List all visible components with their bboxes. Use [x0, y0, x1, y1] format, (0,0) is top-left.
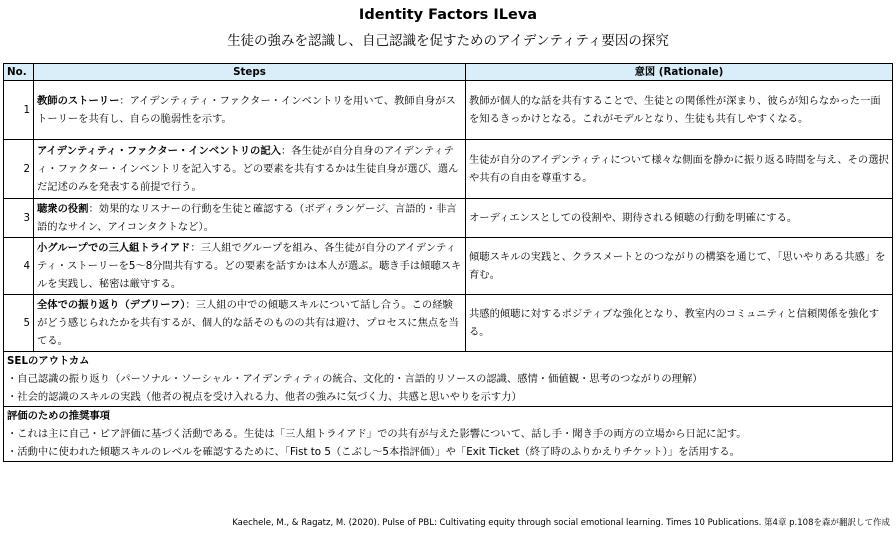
evaluation-cell [4, 407, 893, 462]
header-rationale: 意図 (Rationale) [466, 64, 893, 81]
table-row [4, 81, 893, 140]
evaluation-row [4, 407, 893, 462]
row-number: 4 [4, 238, 34, 295]
sel-outcomes-title: SELのアウトカム [7, 355, 90, 367]
sel-outcome-item: ・自己認識の振り返り（パーソナル・ソーシャル・アイデンティティの統合、文化的・言語的リソースの認識、感情・価値観・思考のつながりの理解） [7, 373, 703, 385]
page-title: Identity Factors ILeva [358, 7, 538, 23]
evaluation-title: 評価のための推奨事項 [7, 410, 110, 422]
step-title: アイデンティティ・ファクター・インベントリの記入 [37, 145, 281, 157]
step-text: ：各生徒が自分自身のアイデンティティ・ファクター・インベントリを記入する。どの要素を共有するかは生徒自身が選び、選んだ記述のみを発表する前提で行う。 [37, 145, 459, 193]
sel-outcome-item: ・社会的認識のスキルの実践（他者の視点を受け入れる力、他者の強みに気づく力、共感と思いやりを示す力） [7, 391, 522, 403]
table-row [4, 238, 893, 295]
table-row [4, 199, 893, 238]
step-text: ：三人組でグループを組み、各生徒が自分のアイデンティティ・ストーリーを5～8分間共有する。どの要素を話すかは本人が選ぶ。聴き手は傾聴スキルを実践し、秘密は厳守する。 [37, 242, 462, 290]
table-header-row [4, 64, 893, 81]
rationale-cell: 生徒が自分のアイデンティティについて様々な側面を静かに振り返る時間を与え、その選択や共有の自由を尊重する。 [466, 140, 893, 199]
step-title: 教師のストーリー [37, 95, 120, 107]
step-cell [34, 81, 466, 140]
rationale-cell: 教師が個人的な話を共有することで、生徒との関係性が深まり、彼らが知らなかった一面を知るきっかけとなる。これがモデルとなり、生徒も共有しやすくなる。 [466, 81, 893, 140]
step-title: 小グループでの三人組トライアド [37, 242, 191, 254]
sel-outcomes-row [4, 352, 893, 407]
step-title: 全体での振り返り（デブリーフ） [37, 299, 186, 311]
row-number: 2 [4, 140, 34, 199]
step-text: ：アイデンティティ・ファクター・インベントリを用いて、教師自身がストーリーを共有し、自らの脆弱性を示す。 [37, 95, 456, 125]
steps-table [3, 63, 893, 462]
sel-outcomes-cell [4, 352, 893, 407]
row-number: 3 [4, 199, 34, 238]
citation-footer: Kaechele, M., & Ragatz, M. (2020). Pulse of PBL: Cultivating equity through social emotional learning. Times 10 Publications. 第4章 p.108を森が翻訳して作成 [232, 518, 890, 528]
step-title: 聴衆の役割 [37, 203, 89, 215]
table-row [4, 140, 893, 199]
rationale-cell: オーディエンスとしての役割や、期待される傾聴の行動を明確にする。 [466, 199, 893, 238]
page-subtitle: 生徒の強みを認識し、自己認識を促すためのアイデンティティ要因の探究 [227, 33, 669, 49]
step-cell [34, 140, 466, 199]
step-cell [34, 199, 466, 238]
step-cell [34, 295, 466, 352]
header-steps: Steps [34, 64, 466, 81]
header-no: No. [4, 64, 34, 81]
rationale-cell: 共感的傾聴に対するポジティブな強化となり、教室内のコミュニティと信頼関係を強化する。 [466, 295, 893, 352]
table-row [4, 295, 893, 352]
step-text: ：三人組の中での傾聴スキルについて話し合う。この経験がどう感じられたかを共有するが、個人的な話そのものの共有は避け、プロセスに焦点を当てる。 [37, 299, 459, 347]
step-cell [34, 238, 466, 295]
row-number: 5 [4, 295, 34, 352]
evaluation-item: ・これは主に自己・ピア評価に基づく活動である。生徒は「三人組トライアド」での共有が与えた影響について、話し手・聞き手の両方の立場から日記に記す。 [7, 428, 747, 440]
row-number: 1 [4, 81, 34, 140]
step-text: ：効果的なリスナーの行動を生徒と確認する（ボディランゲージ、言語的・非言語的なサイン、アイコンタクトなど）。 [37, 203, 457, 233]
evaluation-item: ・活動中に使われた傾聴スキルのレベルを確認するために、「Fist to 5（こぶし～5本指評価）」や「Exit Ticket（終了時のふりかえりチケット）」を活用する。 [7, 446, 740, 458]
rationale-cell: 傾聴スキルの実践と、クラスメートとのつながりの構築を通じて、「思いやりある共感」を育む。 [466, 238, 893, 295]
